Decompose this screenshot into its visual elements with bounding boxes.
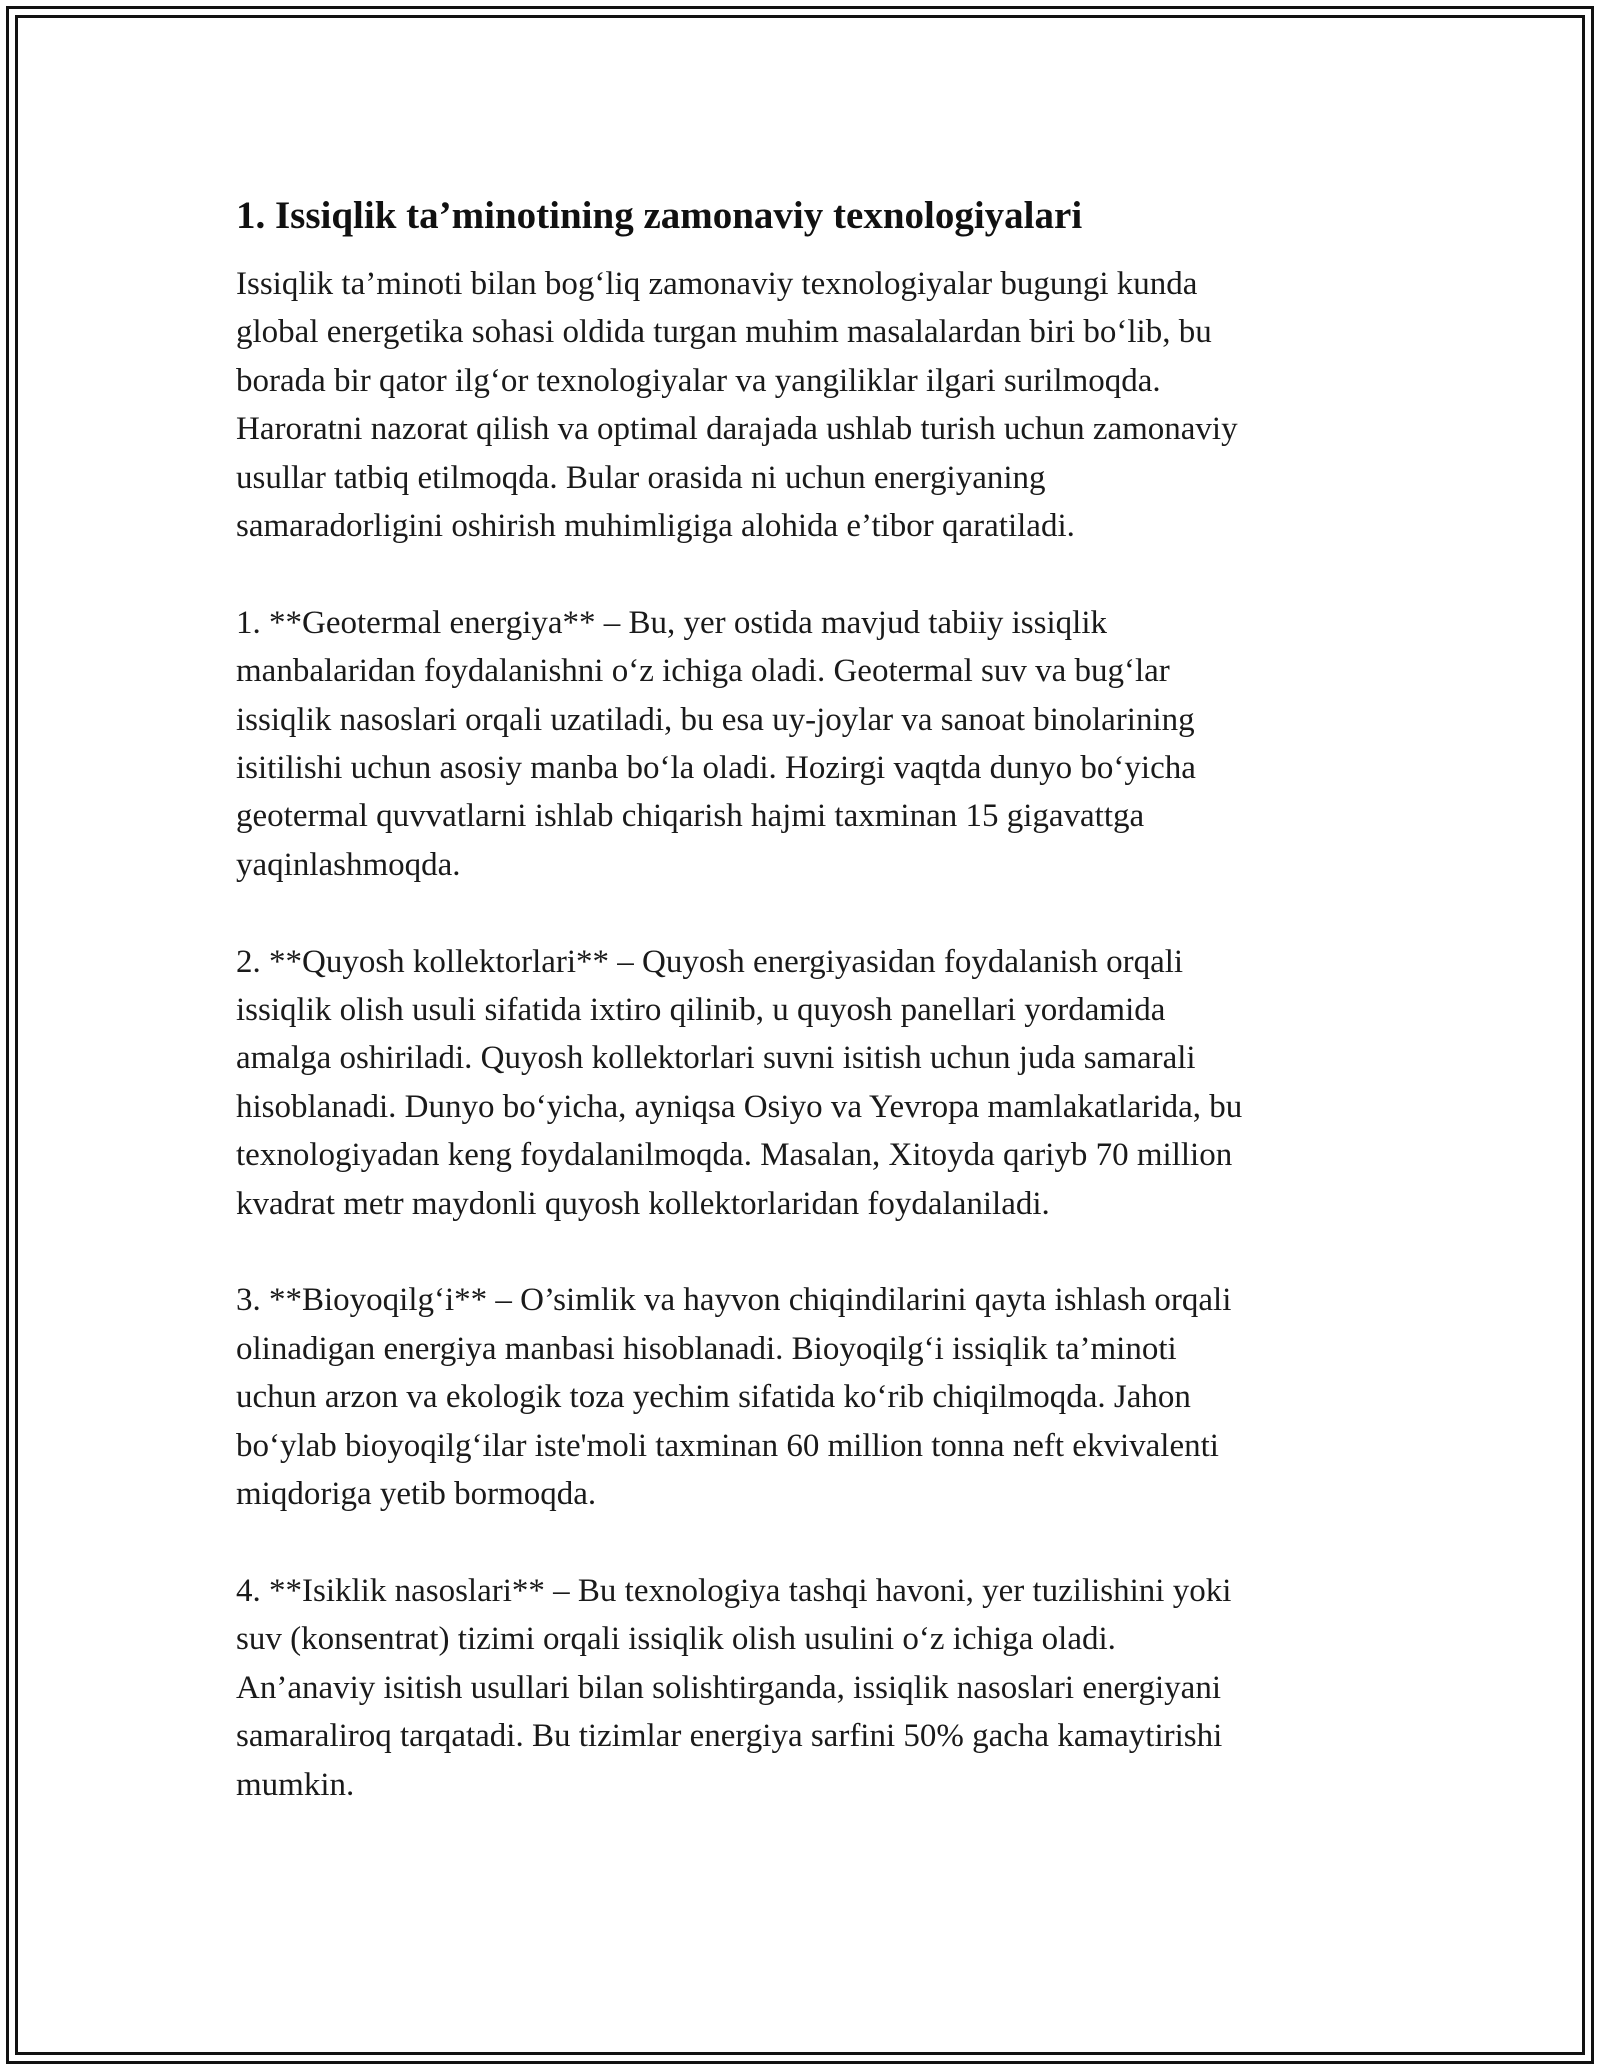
text-line: 1. **Geotermal energiya** – Bu, yer ostida mavjud tabiiy issiqlik [236, 604, 1107, 641]
document-body [236, 186, 1376, 1857]
text-line: 4. **Isiklik nasoslari** – Bu texnologiya tashqi havoni, yer tuzilishini yoki [236, 1572, 1232, 1609]
text-line: 3. **Bioyoqilg‘i** – O’simlik va hayvon chiqindilarini qayta ishlash orqali [236, 1282, 1232, 1319]
text-line: Issiqlik ta’minoti bilan bog‘liq zamonaviy texnologiyalar bugungi kunda [236, 266, 1198, 302]
text-line: global energetika sohasi oldida turgan muhim masalalardan biri bo‘lib, bu [236, 314, 1212, 351]
text-line: bo‘ylab bioyoqilg‘ilar iste'moli taxminan 60 million tonna neft ekvivalenti [236, 1427, 1219, 1464]
text-line: yaqinlashmoqda. [236, 846, 461, 883]
text-line: samaraliroq tarqatadi. Bu tizimlar energiya sarfini 50% gacha kamaytirishi [236, 1718, 1223, 1755]
heat-pumps-paragraph [236, 1567, 1376, 1809]
geothermal-paragraph [236, 599, 1376, 889]
text-line: borada bir qator ilg‘or texnologiyalar va yangiliklar ilgari surilmoqda. [236, 362, 1161, 399]
intro-paragraph [236, 260, 1376, 550]
text-line: issiqlik olish usuli sifatida ixtiro qilinib, u quyosh panellari yordamida [236, 992, 1166, 1029]
text-line: samaradorligini oshirish muhimligiga alohida e’tibor qaratiladi. [236, 508, 1075, 545]
document-title: 1. Issiqlik ta’minotining zamonaviy texnologiyalari [236, 194, 1083, 237]
text-line: An’anaviy isitish usullari bilan solishtirganda, issiqlik nasoslari energiyani [236, 1669, 1221, 1706]
text-line: mumkin. [236, 1766, 355, 1803]
text-line: suv (konsentrat) tizimi orqali issiqlik olish usulini o‘z ichiga oladi. [236, 1621, 1116, 1658]
biofuel-paragraph [236, 1276, 1376, 1518]
text-line: hisoblanadi. Dunyo bo‘yicha, ayniqsa Osiyo va Yevropa mamlakatlarida, bu [236, 1088, 1243, 1125]
text-line: kvadrat metr maydonli quyosh kollektorlaridan foydalaniladi. [236, 1185, 1050, 1222]
text-line: olinadigan energiya manbasi hisoblanadi. Bioyoqilg‘i issiqlik ta’minoti [236, 1330, 1177, 1367]
text-line: 2. **Quyosh kollektorlari** – Quyosh energiyasidan foydalanish orqali [236, 943, 1184, 980]
text-line: uchun arzon va ekologik toza yechim sifatida ko‘rib chiqilmoqda. Jahon [236, 1379, 1191, 1416]
text-line: texnologiyadan keng foydalanilmoqda. Masalan, Xitoyda qariyb 70 million [236, 1137, 1233, 1174]
text-line: isitilishi uchun asosiy manba bo‘la oladi. Hozirgi vaqtda dunyo bo‘yicha [236, 750, 1196, 787]
text-line: Haroratni nazorat qilish va optimal darajada ushlab turish uchun zamonaviy [236, 411, 1238, 448]
text-line: issiqlik nasoslari orqali uzatiladi, bu esa uy-joylar va sanoat binolarining [236, 701, 1195, 738]
solar-collectors-paragraph [236, 938, 1376, 1228]
text-line: usullar tatbiq etilmoqda. Bular orasida ni uchun energiyaning [236, 459, 1046, 496]
text-line: geotermal quvvatlarni ishlab chiqarish hajmi taxminan 15 gigavattga [236, 798, 1145, 835]
text-line: miqdoriga yetib bormoqda. [236, 1476, 597, 1513]
text-line: manbalaridan foydalanishni o‘z ichiga oladi. Geotermal suv va bug‘lar [236, 653, 1170, 690]
text-line: amalga oshiriladi. Quyosh kollektorlari suvni isitish uchun juda samarali [236, 1040, 1196, 1077]
